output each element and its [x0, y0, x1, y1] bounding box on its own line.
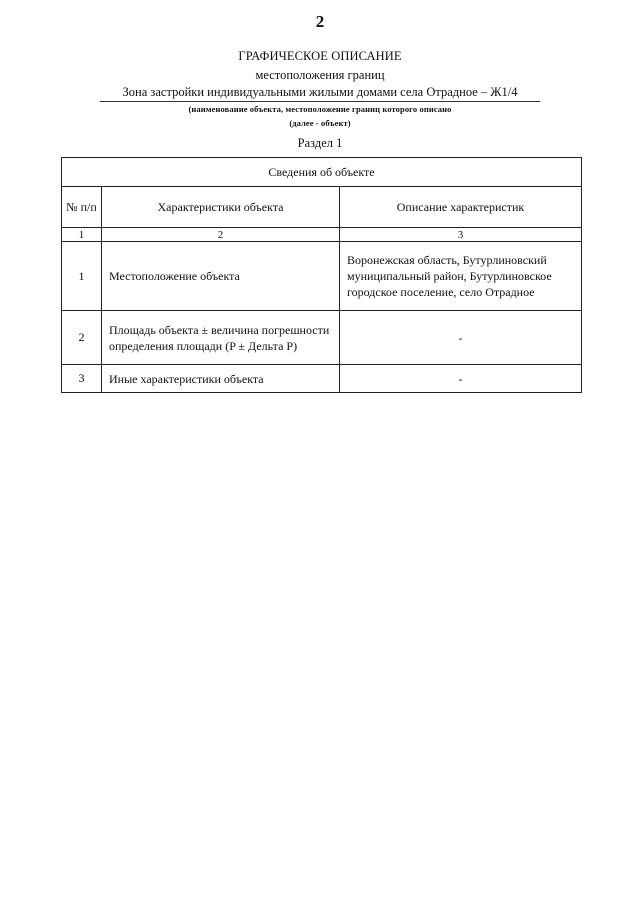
object-name-caption: (наименование объекта, местоположение границ которого описано [188, 104, 452, 114]
table-row [62, 365, 582, 393]
header-description: Описание характеристик [340, 187, 582, 228]
header-characteristics: Характеристики объекта [102, 187, 340, 228]
page-number: 2 [315, 12, 325, 31]
document-title: ГРАФИЧЕСКОЕ ОПИСАНИЕ [238, 49, 402, 63]
row-description: - [340, 311, 582, 365]
object-info-table [61, 157, 582, 393]
section-heading: Раздел 1 [297, 136, 343, 150]
row-num: 2 [62, 311, 102, 365]
row-characteristic: Иные характеристики объекта [102, 365, 340, 393]
object-alias-caption: (далее - объект) [289, 118, 351, 128]
row-description: Воронежская область, Бутурлиновский муниципальный район, Бутурлиновское городское поселение, село Отрадное [340, 242, 582, 311]
table-index-row [62, 228, 582, 242]
object-name: Зона застройки индивидуальными жилыми домами села Отрадное – Ж1/4 [100, 85, 540, 102]
row-characteristic: Местоположение объекта [102, 242, 340, 311]
table-header-row [62, 187, 582, 228]
table-row [62, 242, 582, 311]
header-num: № п/п [62, 187, 102, 228]
index-cell: 3 [340, 228, 582, 242]
document-subtitle: местоположения границ [255, 68, 385, 82]
row-num: 1 [62, 242, 102, 311]
row-description: - [340, 365, 582, 393]
row-characteristic: Площадь объекта ± величина погрешности определения площади (P ± Дельта P) [102, 311, 340, 365]
table-title: Сведения об объекте [62, 158, 582, 187]
index-cell: 1 [62, 228, 102, 242]
index-cell: 2 [102, 228, 340, 242]
table-row [62, 311, 582, 365]
row-num: 3 [62, 365, 102, 393]
table-title-row [62, 158, 582, 187]
